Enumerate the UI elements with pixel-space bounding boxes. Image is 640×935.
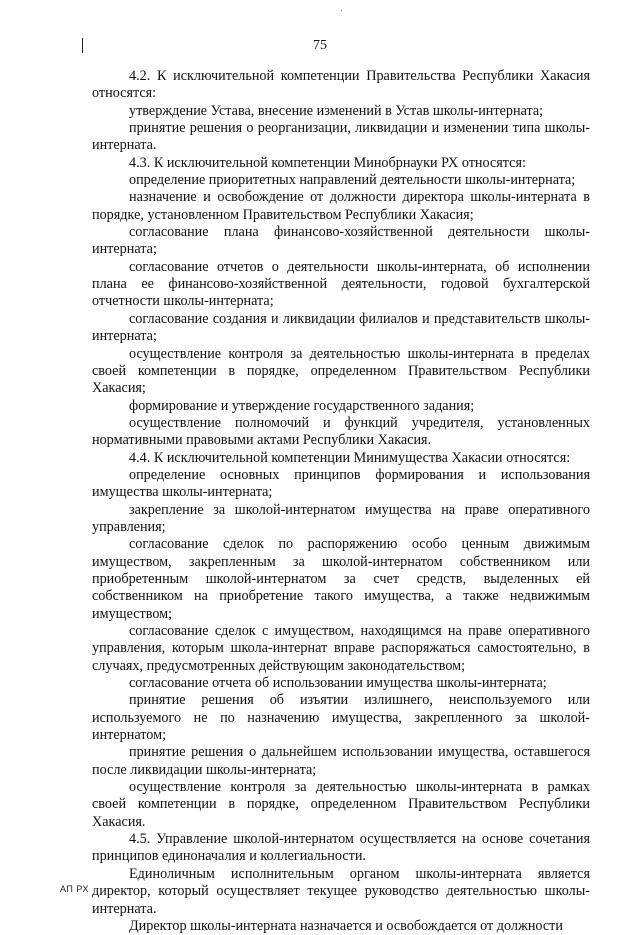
- paragraph: согласование создания и ликвидации филиалов и представительств школы-интерната;: [92, 310, 590, 345]
- paragraph: 4.5. Управление школой-интернатом осуществляется на основе сочетания принципов единоначалия и коллегиальности.: [92, 831, 590, 865]
- paragraph: принятие решения об изъятии излишнего, неиспользуемого или используемого не по назначению имущества, закрепленного за школой-интернатом;: [92, 692, 590, 744]
- paragraph: осуществление контроля за деятельностью школы-интерната в рамках своей компетенции в порядке, определенном Правительством Республики Хакасия.: [92, 779, 590, 830]
- paragraph: 4.2. К исключительной компетенции Правительства Республики Хакасия относятся:: [92, 68, 590, 102]
- document-body: [92, 68, 590, 935]
- paragraph: определение основных принципов формирования и использования имущества школы-интерната;: [92, 466, 590, 501]
- paragraph: согласование сделок по распоряжению особо ценным движимым имуществом, закрепленным за школой-интернатом собственником или приобретенным школой-интернатом за счет средств, выделенных ей собственником на приобретение такого имущества, а также недвижимым имуществом;: [92, 536, 590, 622]
- paragraph: 4.3. К исключительной компетенции Минобрнауки РХ относятся:: [129, 154, 526, 171]
- paragraph: осуществление контроля за деятельностью школы-интерната в пределах своей компетенции в порядке, определенном Правительством Республики Хакасия;: [92, 345, 590, 397]
- paragraph: принятие решения о дальнейшем использовании имущества, оставшегося после ликвидации школы-интерната;: [92, 744, 590, 778]
- paragraph: определение приоритетных направлений деятельности школы-интерната;: [129, 172, 576, 189]
- paragraph: согласование отчета об использовании имущества школы-интерната;: [129, 675, 547, 692]
- paragraph: согласование сделок с имуществом, находящимся на праве оперативного управления, которым школа-интернат вправе распоряжаться самостоятельно, в случаях, предусмотренных действующим законодательством;: [92, 623, 590, 674]
- paragraph: осуществление полномочий и функций учредителя, установленных нормативными правовыми актами Республики Хакасия.: [92, 414, 590, 449]
- paragraph: Единоличным исполнительным органом школы-интерната является директор, который осуществляет текущее руководство деятельностью школы-интерната.: [92, 865, 590, 917]
- footer-mark: АП РХ: [60, 884, 89, 894]
- paragraph: Директор школы-интерната назначается и освобождается от должности: [129, 917, 563, 934]
- paragraph: принятие решения о реорганизации, ликвидации и изменении типа школы-интерната.: [92, 120, 590, 154]
- paragraph: формирование и утверждение государственного задания;: [129, 397, 475, 414]
- paragraph: назначение и освобождение от должности директора школы-интерната в порядке, установленном Правительством Республики Хакасия;: [92, 189, 590, 223]
- paragraph: 4.4. К исключительной компетенции Минимущества Хакасии относятся:: [129, 449, 571, 466]
- paragraph: утверждение Устава, внесение изменений в Устав школы-интерната;: [129, 102, 544, 119]
- paragraph: согласование отчетов о деятельности школы-интерната, об исполнении плана ее финансово-хозяйственной деятельности, годовой бухгалтерской отчетности школы-интерната;: [92, 258, 590, 310]
- page-number: 75: [313, 38, 327, 53]
- paragraph: закрепление за школой-интернатом имущества на праве оперативного управления;: [92, 501, 590, 535]
- scan-dot: [341, 10, 342, 11]
- paragraph: согласование плана финансово-хозяйственной деятельности школы-интерната;: [92, 224, 590, 258]
